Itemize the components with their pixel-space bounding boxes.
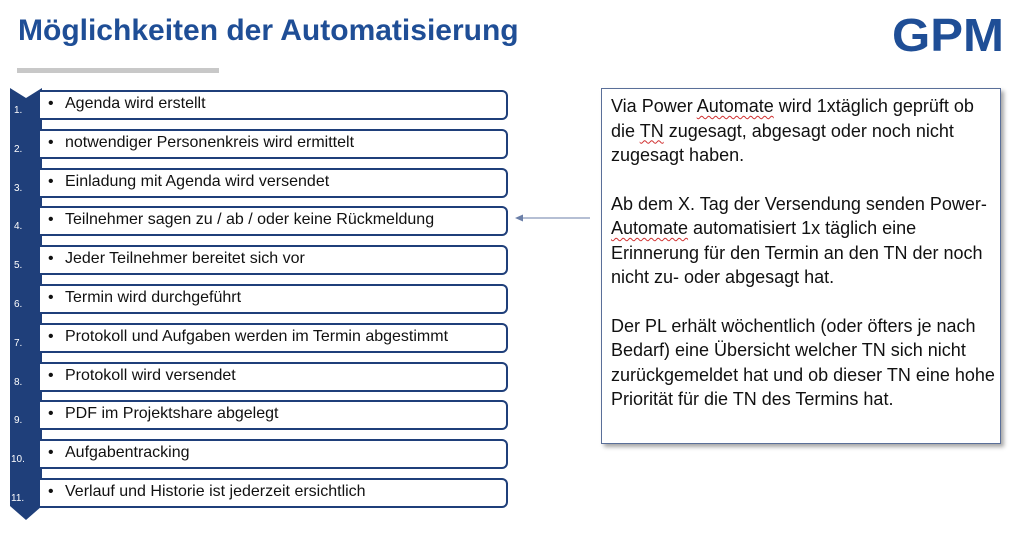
step-text — [48, 289, 241, 307]
step-box — [40, 206, 508, 236]
step-text — [48, 211, 434, 229]
page-title: Möglichkeiten der Automatisierung — [18, 14, 519, 47]
bullet-icon: • — [48, 367, 54, 384]
step-label: Jeder Teilnehmer bereitet sich vor — [65, 250, 305, 267]
step-number: 7. — [14, 338, 23, 349]
step-box — [40, 362, 508, 392]
step-box — [40, 478, 508, 508]
bullet-icon: • — [48, 328, 54, 345]
title-underline — [17, 68, 219, 73]
bullet-icon: • — [48, 95, 54, 112]
step-number: 4. — [14, 221, 23, 232]
step-box — [40, 284, 508, 314]
step-box — [40, 168, 508, 198]
step-number: 2. — [14, 144, 23, 155]
step-label: Protokoll und Aufgaben werden im Termin abgestimmt — [65, 328, 449, 345]
step-box — [40, 400, 508, 430]
step-text — [48, 405, 278, 423]
bullet-icon: • — [48, 444, 54, 461]
step-text — [48, 95, 206, 113]
step-number: 5. — [14, 260, 23, 271]
automation-info-box — [601, 88, 1001, 444]
step-number: 3. — [14, 183, 23, 194]
step-label: Termin wird durchgeführt — [65, 289, 242, 306]
gpm-logo-text: GPM — [892, 14, 1004, 56]
step-number: 9. — [14, 415, 23, 426]
step-text — [48, 250, 305, 268]
step-label: Protokoll wird versendet — [65, 367, 236, 384]
step-box — [40, 129, 508, 159]
step-label: Einladung mit Agenda wird versendet — [65, 173, 330, 190]
step-text — [48, 483, 366, 501]
bullet-icon: • — [48, 250, 54, 267]
step-text — [48, 444, 190, 462]
info-paragraph-1: Via Power Automate wird 1xtäglich geprüft ob die TN zugesagt, abgesagt oder noch nicht zugesagt haben. — [611, 96, 974, 165]
info-paragraph-2: Ab dem X. Tag der Versendung senden Power-Automate automatisiert 1x täglich eine Erinnerung für den Termin an den TN der noch nicht zu- oder abgesagt hat. — [611, 193, 987, 287]
step-number: 1. — [14, 105, 23, 116]
bullet-icon: • — [48, 211, 54, 228]
step-label: Agenda wird erstellt — [65, 95, 206, 112]
step-text — [48, 134, 354, 152]
step-label: notwendiger Personenkreis wird ermittelt — [65, 134, 355, 151]
step-text — [48, 367, 236, 385]
left-arrow-icon — [515, 212, 590, 224]
step-box — [40, 90, 508, 120]
step-box — [40, 439, 508, 469]
step-label: Teilnehmer sagen zu / ab / oder keine Rückmeldung — [65, 211, 435, 228]
step-number: 10. — [11, 454, 25, 465]
info-paragraph-3: Der PL erhält wöchentlich (oder öfters je nach Bedarf) eine Übersicht welcher TN sich nicht zurückgemeldet hat und ob dieser TN eine hohe Priorität für die TN des Termins hat. — [611, 315, 995, 409]
gpm-logo — [892, 14, 1004, 56]
step-text — [48, 328, 448, 346]
bullet-icon: • — [48, 405, 54, 422]
bullet-icon: • — [48, 289, 54, 306]
step-text — [48, 173, 329, 191]
step-number: 8. — [14, 377, 23, 388]
step-box — [40, 245, 508, 275]
step-number: 6. — [14, 299, 23, 310]
step-label: Aufgabentracking — [65, 444, 190, 461]
bullet-icon: • — [48, 173, 54, 190]
step-label: Verlauf und Historie ist jederzeit ersichtlich — [65, 483, 366, 500]
step-label: PDF im Projektshare abgelegt — [65, 405, 279, 422]
step-number: 11. — [11, 493, 25, 504]
bullet-icon: • — [48, 483, 54, 500]
bullet-icon: • — [48, 134, 54, 151]
step-box — [40, 323, 508, 353]
